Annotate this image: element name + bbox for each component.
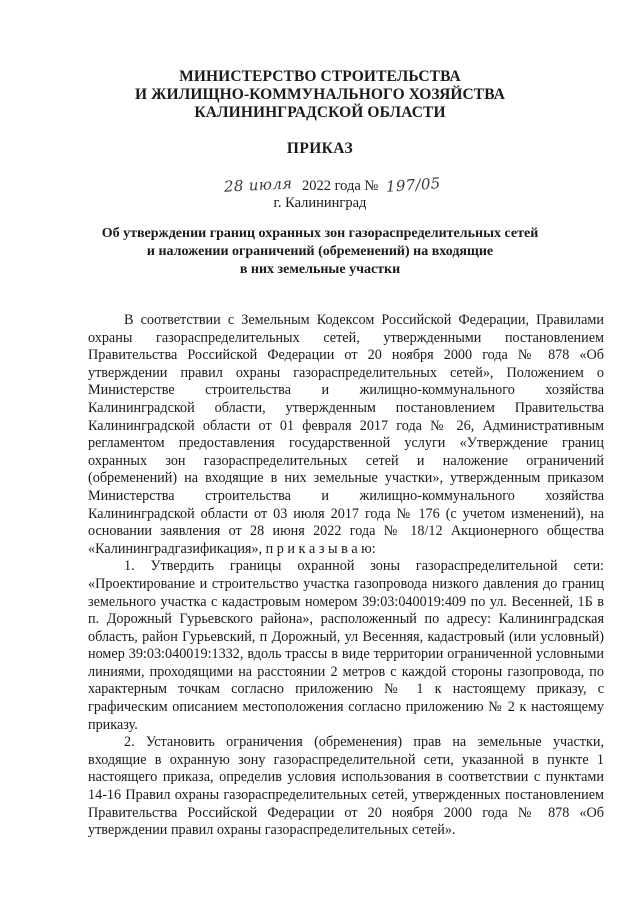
printed-year-number-label: 2022 года № <box>301 178 379 194</box>
ministry-line-2: И ЖИЛИЩНО-КОММУНАЛЬНОГО ХОЗЯЙСТВА <box>134 86 506 103</box>
preamble-paragraph: В соответствии с Земельным Кодексом Российской Федерации, Правилами охраны газораспределительных сетей, утвержденными постановлением Правительства Российской Федерации от 20 ноября 2000 года № 878 «Об утверждении правил охраны газораспределительных сетей», Положением о Министерстве строительства и жилищно-коммунального хозяйства Калининградской области, утвержденным постановлением Правительства Калининградской области от 01 февраля 2017 года № 26, Административным регламентом предоставления государственной услуги «Утверждение границ охранных зон газораспределительных сетей и наложение ограничений (обременений) на входящие в них земельные участки», утвержденным приказом Министерства строительства и жилищно-коммунального хозяйства Калининградской области от 03 июля 2017 года № 176 (с учетом изменений), на основании заявления от 28 июня 2022 года № 18/12 Акционерного общества «Калининградгазификация», п р и к а з ы в а ю: <box>88 312 604 557</box>
document-type-title: ПРИКАЗ <box>286 140 354 157</box>
clause-1-paragraph: 1. Утвердить границы охранной зоны газораспределительной сети: «Проектирование и строительство участка газопровода низкого давления до границ земельного участка с кадастровым номером 39:03:040019:409 по ул. Весенней, 1Б в п. Дорожный Гурьевского района», расположенный по адресу: Калининградская область, район Гурьевский, п Дорожный, ул Весенняя, кадастровый (или условный) номер 39:03:040019:1332, вдоль трассы в виде территории ограниченной условными линиями, проходящими на расстоянии 2 метров с каждой стороны газопровода, по характерным точкам согласно приложению № 1 к настоящему приказу, с графическим описанием местоположения согласно приложению № 2 к настоящему приказу. <box>88 558 604 733</box>
ministry-line-1: МИНИСТЕРСТВО СТРОИТЕЛЬСТВА <box>179 68 461 85</box>
order-body <box>88 312 604 840</box>
subject-line-3: в них земельные участки <box>239 262 401 277</box>
handwritten-date: 28 июля <box>223 174 293 196</box>
ministry-header <box>0 68 640 122</box>
subject-line-1: Об утверждении границ охранных зон газораспределительных сетей <box>101 226 539 241</box>
city-line: г. Калининград <box>273 195 367 211</box>
ministry-line-3: КАЛИНИНГРАДСКОЙ ОБЛАСТИ <box>194 104 446 121</box>
order-date-line <box>224 176 440 195</box>
subject-line-2: и наложении ограничений (обременений) на входящие <box>146 244 494 259</box>
order-subject <box>0 225 640 279</box>
clause-2-paragraph: 2. Установить ограничения (обременения) прав на земельные участки, входящие в охранную зону газораспределительной сети, указанной в пункте 1 настоящего приказа, определив условия использования в соответствии с пунктами 14-16 Правил охраны газораспределительных сетей, утвержденных постановлением Правительства Российской Федерации от 20 ноября 2000 года № 878 «Об утверждении правил охраны газораспределительных сетей». <box>88 734 604 839</box>
handwritten-order-number: 197/05 <box>385 174 442 196</box>
